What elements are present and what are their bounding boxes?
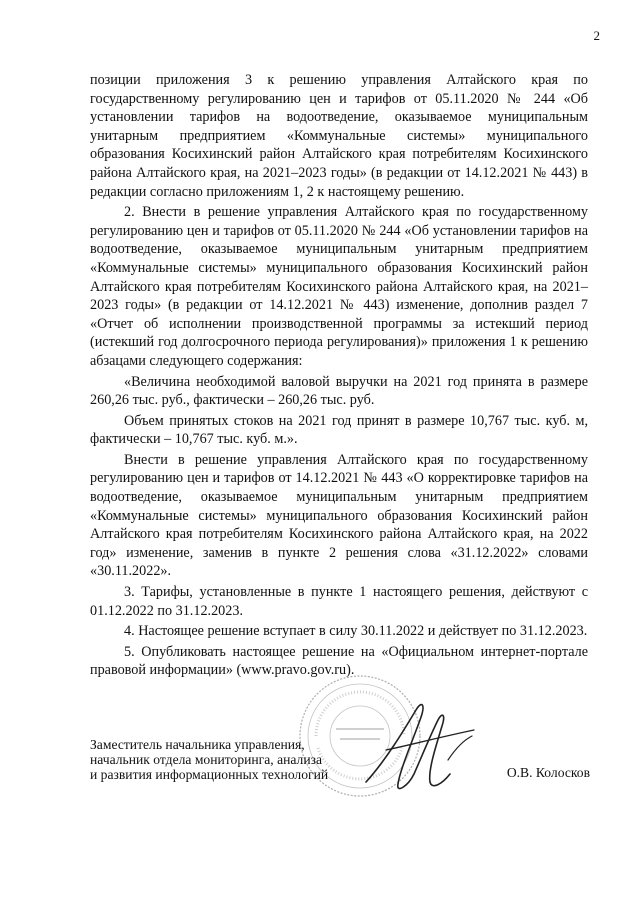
signer-position-line: начальник отдела мониторинга, анализа [90, 752, 323, 767]
paragraph-3: «Величина необходимой валовой выручки на 2021 год принята в размере 260,26 тыс. руб., фактически – 260,26 тыс. руб. [90, 373, 588, 409]
paragraph-7: 4. Настоящее решение вступает в силу 30.11.2022 и действует по 31.12.2023. [124, 623, 588, 640]
document-body [90, 71, 588, 680]
signer-position-line: Заместитель начальника управления, [90, 737, 305, 752]
paragraph-5: Внести в решение управления Алтайского края по государственному регулированию цен и тарифов от 14.12.2021 № 443 «О корректировке тарифов на водоотведение, оказываемое муниципальным унитарным предприятием «Коммунальные системы» муниципального образования Косихинский район Алтайского края потребителям Косихинского района Алтайского края, на 2022 год» изменение, заменив в пункте 2 решения слова «31.12.2022» словами «30.11.2022». [90, 451, 588, 580]
signature-block [90, 737, 590, 797]
paragraph-1: позиции приложения 3 к решению управления Алтайского края по государственному регулированию цен и тарифов от 05.11.2020 № 244 «Об установлении тарифов на водоотведение, оказываемое муниципальным унитарным предприятием «Коммунальные системы» муниципального образования Косихинский район Алтайского края потребителям Косихинского района Алтайского края, на 2021–2023 годы» (в редакции от 14.12.2021 № 443) в редакции согласно приложениям 1, 2 к настоящему решению. [90, 72, 588, 200]
signer-position-line: и развития информационных технологий [90, 767, 329, 782]
page-number: 2 [593, 28, 600, 43]
paragraph-6: 3. Тарифы, установленные в пункте 1 настоящего решения, действуют с 01.12.2022 по 31.12.2023. [90, 584, 588, 619]
signer-position [90, 737, 380, 782]
signer-name: О.В. Колосков [506, 765, 590, 780]
paragraph-2: 2. Внести в решение управления Алтайского края по государственному регулированию цен и тарифов от 05.11.2020 № 244 «Об установлении тарифов на водоотведение, оказываемое муниципальным унитарным предприятием «Коммунальные системы» муниципального образования Косихинский район Алтайского края потребителям Косихинского района Алтайского края, на 2021–2023 годы» (в редакции от 14.12.2021 № 443) изменение, дополнив раздел 7 «Отчет об исполнении производственной программы за истекший период (истекший год долгосрочного периода регулирования)» приложения 1 к решению абзацами следующего содержания: [90, 204, 588, 369]
paragraph-4: Объем принятых стоков на 2021 год принят в размере 10,767 тыс. куб. м, фактически – 10,767 тыс. куб. м.». [90, 412, 588, 448]
paragraph-8: 5. Опубликовать настоящее решение на «Официальном интернет-портале правовой информации» (www.pravo.gov.ru). [90, 643, 588, 679]
